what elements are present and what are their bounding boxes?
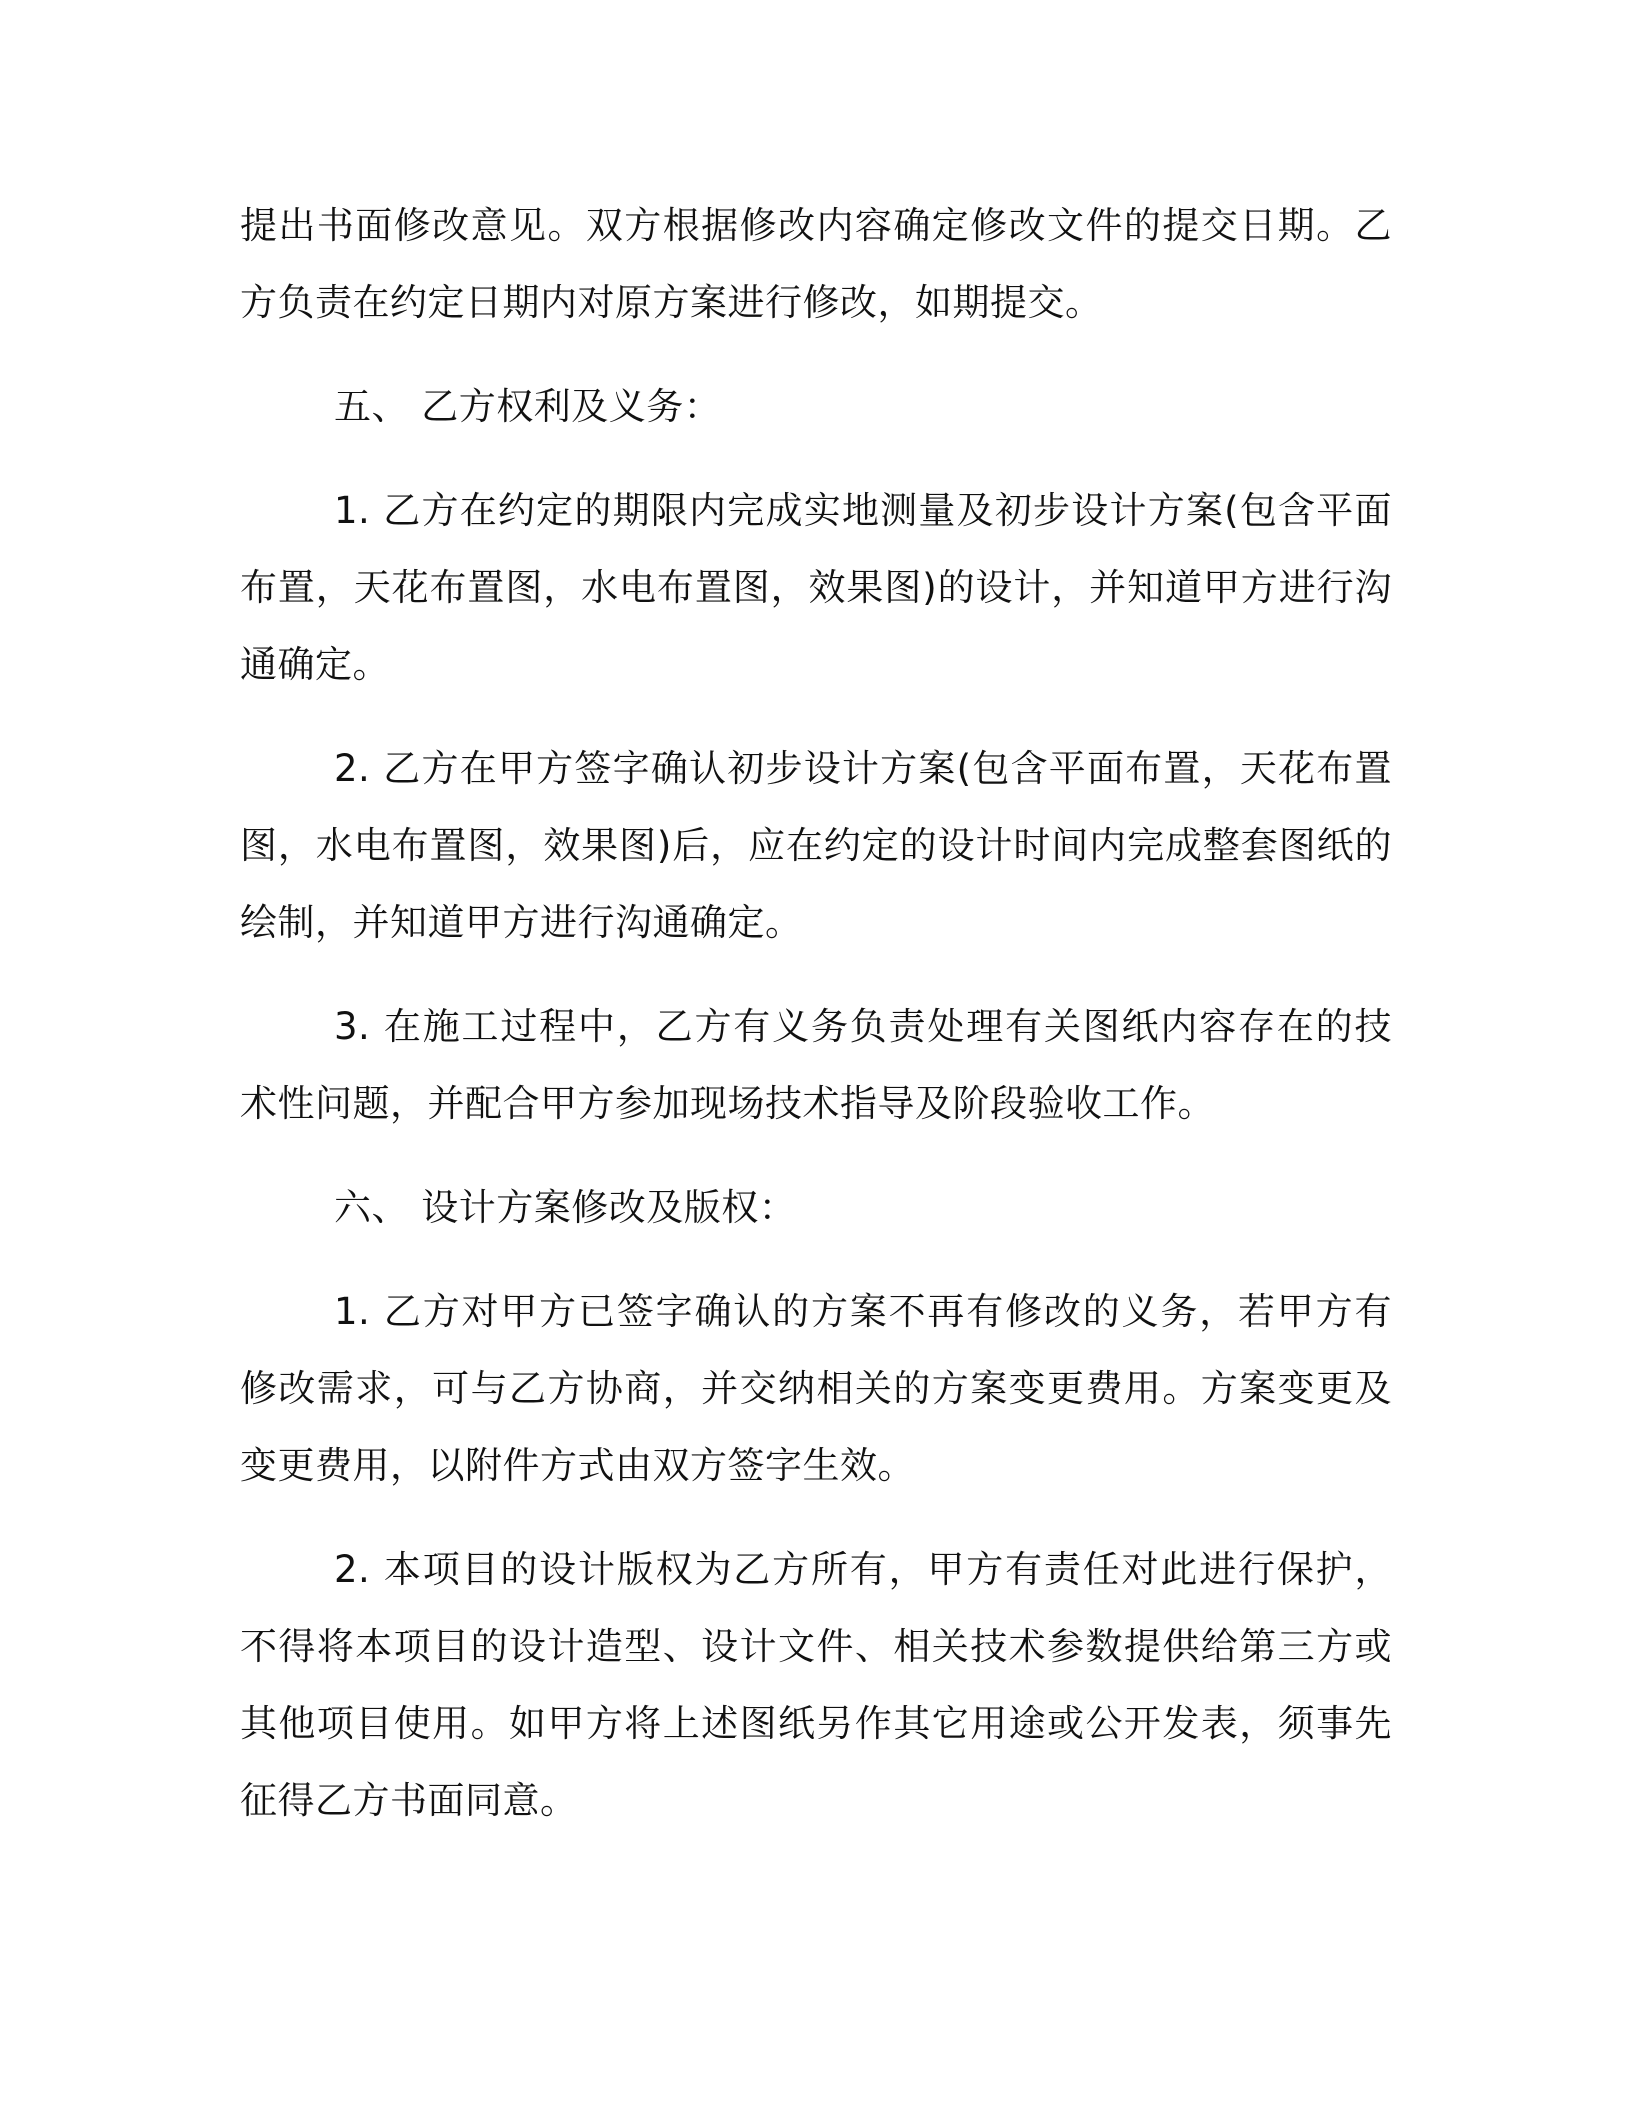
clause-6-1: 1. 乙方对甲方已签字确认的方案不再有修改的义务，若甲方有修改需求，可与乙方协商，并交纳相关的方案变更费用。方案变更及变更费用，以附件方式由双方签字生效。 <box>240 1290 1392 1487</box>
paragraph-continuation: 提出书面修改意见。双方根据修改内容确定修改文件的提交日期。乙方负责在约定日期内对原方案进行修改，如期提交。 <box>240 204 1392 324</box>
clause-6-2: 2. 本项目的设计版权为乙方所有，甲方有责任对此进行保护，不得将本项目的设计造型、设计文件、相关技术参数提供给第三方或其他项目使用。如甲方将上述图纸另作其它用途或公开发表，须事先征得乙方书面同意。 <box>240 1548 1392 1822</box>
clause-5-3: 3. 在施工过程中，乙方有义务负责处理有关图纸内容存在的技术性问题，并配合甲方参加现场技术指导及阶段验收工作。 <box>240 1005 1392 1125</box>
section-heading-5: 五、 乙方权利及义务： <box>334 385 722 428</box>
section-heading-6: 六、 设计方案修改及版权： <box>334 1186 797 1229</box>
document-body <box>240 187 1392 1839</box>
clause-5-2: 2. 乙方在甲方签字确认初步设计方案(包含平面布置，天花布置图，水电布置图，效果图)后，应在约定的设计时间内完成整套图纸的绘制，并知道甲方进行沟通确定。 <box>240 747 1392 944</box>
clause-5-1: 1. 乙方在约定的期限内完成实地测量及初步设计方案(包含平面布置，天花布置图，水电布置图，效果图)的设计，并知道甲方进行沟通确定。 <box>240 489 1392 686</box>
